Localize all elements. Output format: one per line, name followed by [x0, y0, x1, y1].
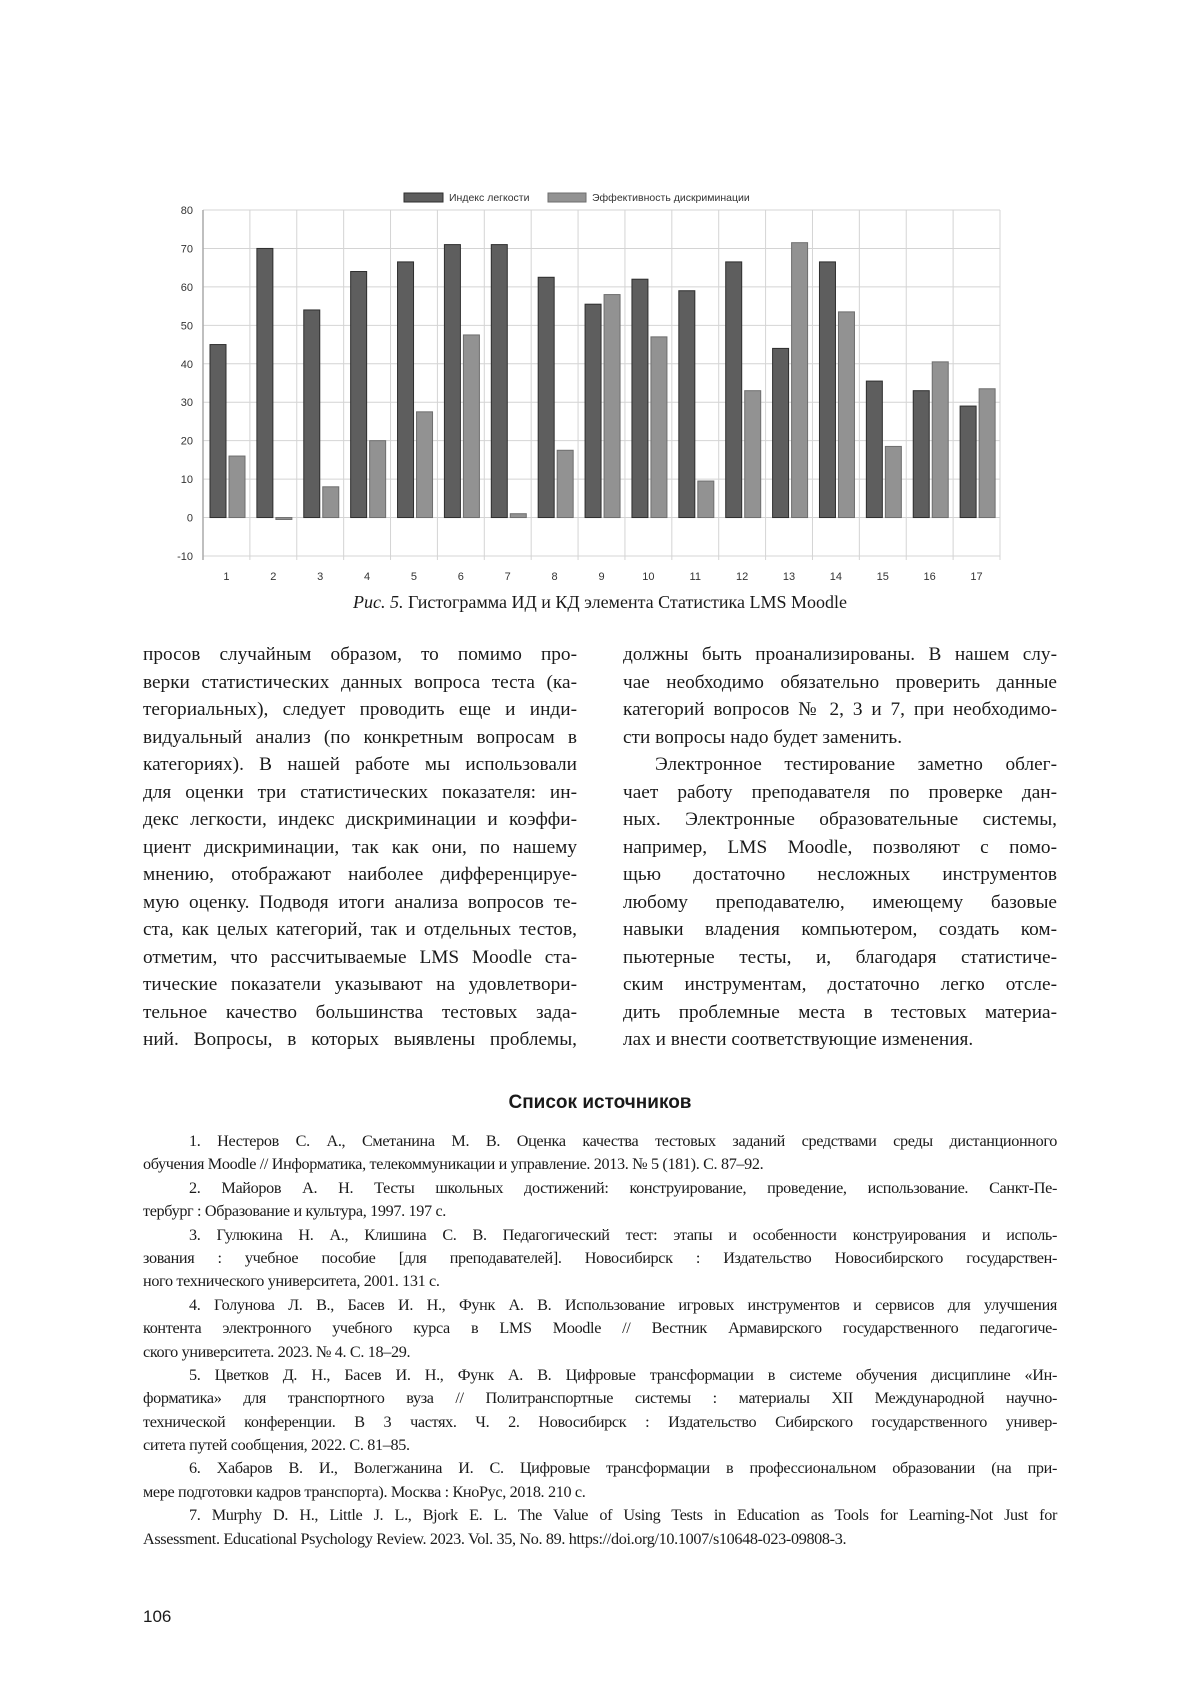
bar-ease-index [304, 310, 320, 518]
x-tick-label: 9 [598, 571, 604, 583]
bar-ease-index [444, 245, 460, 518]
bar-ease-index [351, 272, 367, 518]
bar-ease-index [632, 279, 648, 517]
references-heading: Список источников [0, 1092, 1200, 1114]
caption-prefix: Рис. 5. [353, 592, 403, 612]
x-tick-label: 4 [364, 571, 370, 583]
reference-line: Assessment. Educational Psychology Review. 2023. Vol. 35, No. 89. https://doi.org/10.1007/s10648-023-09808-3. [143, 1528, 1057, 1551]
reference-line: 7. Murphy D. H., Little J. L., Bjork E. L. The Value of Using Tests in Education as Tools for Learning-Not Just for [143, 1504, 1057, 1527]
y-tick-label: 60 [181, 282, 193, 294]
legend-label-discrimination-efficiency: Эффективность дискриминации [592, 192, 750, 204]
text-line: дить проблемные места в тестовых материа- [623, 999, 1057, 1027]
x-tick-label: 13 [783, 571, 795, 583]
bar-ease-index [913, 391, 929, 518]
bar-ease-index [726, 262, 742, 518]
x-tick-label: 6 [458, 571, 464, 583]
bar-ease-index [398, 262, 414, 518]
x-tick-label: 11 [690, 571, 701, 583]
x-tick-label: 16 [924, 571, 936, 583]
reference-line: контента электронного учебного курса в LMS Moodle // Вестник Армавирского государственного педагогиче- [143, 1317, 1057, 1340]
bar-ease-index [773, 348, 789, 517]
text-line: отметим, что рассчитываемые LMS Moodle ста- [143, 944, 577, 972]
x-tick-label: 10 [642, 571, 654, 583]
bar-ease-index [679, 291, 695, 518]
x-tick-label: 14 [830, 571, 842, 583]
reference-line: тербург : Образование и культура, 1997. 197 с. [143, 1200, 1057, 1223]
reference-line: технической конференции. В 3 частях. Ч. 2. Новосибирск : Издательство Сибирского государственного универ- [143, 1411, 1057, 1434]
x-tick-label: 3 [317, 571, 323, 583]
text-line: тельное качество большинства тестовых зада- [143, 999, 577, 1027]
bar-discrimination-efficiency [463, 335, 479, 518]
text-line: тические показатели указывают на удовлетвори- [143, 971, 577, 999]
text-line: ных. Электронные образовательные системы, [623, 806, 1057, 834]
reference-item [143, 1364, 1057, 1458]
bar-discrimination-efficiency [510, 514, 526, 518]
text-line: ста, как целых категорий, так и отдельных тестов, [143, 916, 577, 944]
text-line: мнению, отображают наиболее дифференцируе- [143, 861, 577, 889]
x-tick-label: 7 [505, 571, 511, 583]
reference-line: мере подготовки кадров транспорта). Москва : КноРус, 2018. 210 с. [143, 1481, 1057, 1504]
reference-line: ного технического университета, 2001. 131 с. [143, 1270, 1057, 1293]
text-line: например, LMS Moodle, позволяют с помо- [623, 834, 1057, 862]
y-tick-label: 70 [181, 243, 193, 255]
bar-discrimination-efficiency [557, 450, 573, 517]
reference-line: 4. Голунова Л. В., Басев И. Н., Функ А. В. Использование игровых инструментов и сервисов для улучшения [143, 1294, 1057, 1317]
bar-discrimination-efficiency [370, 441, 386, 518]
bar-discrimination-efficiency [276, 518, 292, 520]
reference-item [143, 1457, 1057, 1504]
histogram-chart [0, 0, 1200, 590]
bar-discrimination-efficiency [651, 337, 667, 518]
x-tick-label: 12 [736, 571, 748, 583]
text-line: верки статистических данных вопроса теста (ка- [143, 669, 577, 697]
reference-line: обучения Moodle // Информатика, телекоммуникации и управление. 2013. № 5 (181). С. 87–92. [143, 1153, 1057, 1176]
bar-ease-index [491, 245, 507, 518]
bar-discrimination-efficiency [745, 391, 761, 518]
bar-discrimination-efficiency [979, 389, 995, 518]
bar-discrimination-efficiency [323, 487, 339, 518]
text-line: видуальный анализ (по конкретным вопросам в [143, 724, 577, 752]
y-tick-label: 10 [181, 474, 193, 486]
reference-line: зования : учебное пособие [для преподавателей]. Новосибирск : Издательство Новосибирского государствен- [143, 1247, 1057, 1270]
reference-line: ского университета. 2023. № 4. С. 18–29. [143, 1341, 1057, 1364]
bar-discrimination-efficiency [885, 446, 901, 517]
y-tick-label: 40 [181, 359, 193, 371]
page-number: 106 [143, 1607, 171, 1627]
reference-line: ситета путей сообщения, 2022. С. 81–85. [143, 1434, 1057, 1457]
bar-ease-index [257, 248, 273, 517]
text-line: любому преподавателю, имеющему базовые [623, 889, 1057, 917]
x-tick-label: 8 [552, 571, 558, 583]
reference-item [143, 1504, 1057, 1551]
bar-ease-index [585, 304, 601, 517]
reference-item [143, 1224, 1057, 1294]
text-line: ний. Вопросы, в которых выявлены проблемы, [143, 1026, 577, 1054]
x-tick-label: 17 [970, 571, 982, 583]
bar-ease-index [819, 262, 835, 518]
left-column-text [143, 641, 577, 1054]
bar-discrimination-efficiency [229, 456, 245, 518]
text-line: чает работу преподавателя по проверке дан- [623, 779, 1057, 807]
x-tick-label: 15 [877, 571, 889, 583]
bar-ease-index [538, 277, 554, 517]
reference-line: 5. Цветков Д. Н., Басев И. Н., Функ А. В. Цифровые трансформации в системе обучения дисциплине «Ин- [143, 1364, 1057, 1387]
y-tick-label: 50 [181, 320, 193, 332]
reference-item [143, 1130, 1057, 1177]
bar-discrimination-efficiency [604, 295, 620, 518]
text-line: циент дискриминации, так как они, по нашему [143, 834, 577, 862]
bar-discrimination-efficiency [417, 412, 433, 518]
reference-line: 3. Гулюкина Н. А., Клишина С. В. Педагогический тест: этапы и особенности конструирования и исполь- [143, 1224, 1057, 1247]
text-line: для оценки три статистических показателя: ин- [143, 779, 577, 807]
text-line: сти вопросы надо будет заменить. [623, 724, 1057, 752]
bar-discrimination-efficiency [838, 312, 854, 518]
reference-line: форматика» для транспортного вуза // Политранспортные системы : материалы XII Международной научно- [143, 1387, 1057, 1410]
reference-line: 1. Нестеров С. А., Сметанина М. В. Оценка качества тестовых заданий средствами среды дистанционного [143, 1130, 1057, 1153]
bar-discrimination-efficiency [698, 481, 714, 518]
y-tick-label: 0 [187, 513, 193, 525]
x-tick-label: 1 [223, 571, 229, 583]
legend-label-ease-index: Индекс легкости [449, 192, 530, 204]
references-list [143, 1130, 1057, 1551]
text-line: мую оценку. Подводя итоги анализа вопросов те- [143, 889, 577, 917]
text-line: ским инструментам, достаточно легко отсле- [623, 971, 1057, 999]
reference-line: 6. Хабаров В. И., Волегжанина И. С. Цифровые трансформации в профессиональном образовании (на при- [143, 1457, 1057, 1480]
text-line: тегориальных), следует проводить еще и инди- [143, 696, 577, 724]
text-line: Электронное тестирование заметно облег- [623, 751, 1057, 779]
bar-discrimination-efficiency [792, 243, 808, 518]
text-line: лах и внести соответствующие изменения. [623, 1026, 1057, 1054]
y-tick-label: 80 [181, 205, 193, 217]
x-tick-label: 5 [411, 571, 417, 583]
bar-ease-index [866, 381, 882, 517]
reference-line: 2. Майоров А. Н. Тесты школьных достижений: конструирование, проведение, использование. Санкт-Пе- [143, 1177, 1057, 1200]
text-line: пьютерные тесты, и, благодаря статистиче- [623, 944, 1057, 972]
bar-ease-index [210, 345, 226, 518]
legend-swatch-ease-index [404, 193, 443, 202]
text-line: должны быть проанализированы. В нашем слу- [623, 641, 1057, 669]
text-line: декс легкости, индекс дискриминации и коэффи- [143, 806, 577, 834]
figure-caption [0, 592, 1200, 613]
y-tick-label: -10 [177, 551, 193, 563]
text-line: навыки владения компьютером, создать ком- [623, 916, 1057, 944]
legend-swatch-discrimination-efficiency [548, 193, 586, 202]
right-column-text [623, 641, 1057, 1054]
caption-text: Гистограмма ИД и КД элемента Статистика LMS Moodle [404, 592, 847, 612]
text-line: категорий вопросов № 2, 3 и 7, при необходимо- [623, 696, 1057, 724]
reference-item [143, 1177, 1057, 1224]
bar-discrimination-efficiency [932, 362, 948, 518]
text-line: щью достаточно несложных инструментов [623, 861, 1057, 889]
text-line: чае необходимо обязательно проверить данные [623, 669, 1057, 697]
y-tick-label: 30 [181, 397, 193, 409]
text-line: категориях). В нашей работе мы использовали [143, 751, 577, 779]
x-tick-label: 2 [270, 571, 276, 583]
reference-item [143, 1294, 1057, 1364]
bar-ease-index [960, 406, 976, 517]
text-line: просов случайным образом, то помимо про- [143, 641, 577, 669]
y-tick-label: 20 [181, 436, 193, 448]
